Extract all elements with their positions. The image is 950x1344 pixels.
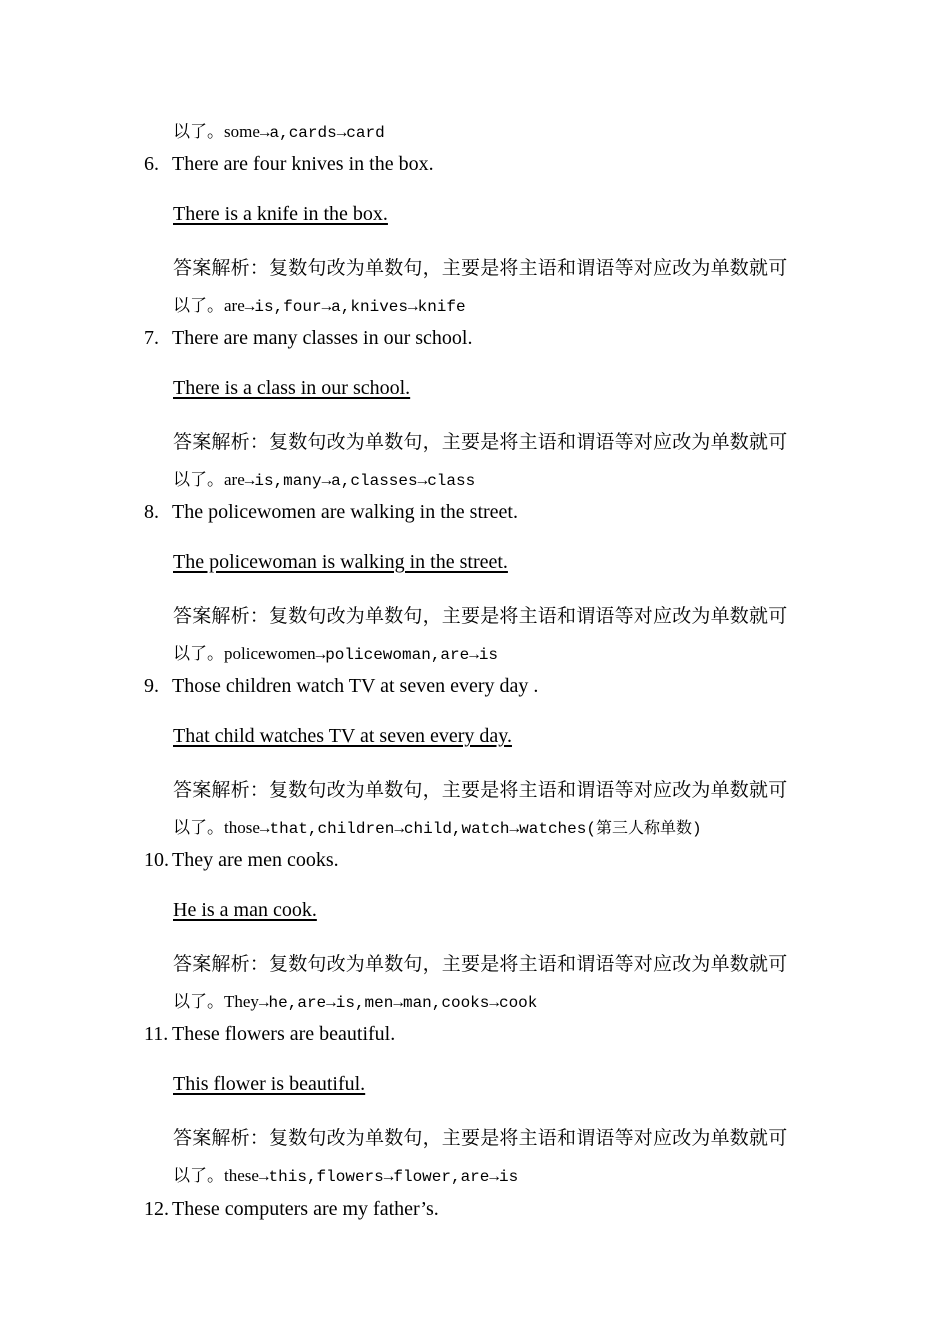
answer-10: He is a man cook. bbox=[173, 899, 317, 921]
explanation-11-line2: 以了。these→this,flowers→flower,are→is bbox=[173, 1166, 519, 1186]
explanation-6-line1: 答案解析：复数句改为单数句，主要是将主语和谓语等对应改为单数就可 bbox=[173, 257, 788, 279]
explanation-7-line1: 答案解析：复数句改为单数句，主要是将主语和谓语等对应改为单数就可 bbox=[173, 431, 788, 453]
explanation-9-line2: 以了。those→that,children→child,watch→watches(第三人称单数) bbox=[173, 818, 702, 838]
explanation-11-line1: 答案解析：复数句改为单数句，主要是将主语和谓语等对应改为单数就可 bbox=[173, 1127, 788, 1149]
answer-11: This flower is beautiful. bbox=[173, 1073, 366, 1095]
question-9: 9. Those children watch TV at seven every day . bbox=[144, 675, 539, 697]
answer-9: That child watches TV at seven every day. bbox=[173, 725, 512, 747]
explanation-10-line2: 以了。They→he,are→is,men→man,cooks→cook bbox=[173, 992, 538, 1012]
explanation-continuation: 以了。some→a,cards→card bbox=[173, 122, 385, 142]
question-6: 6. There are four knives in the box. bbox=[144, 153, 434, 175]
question-8: 8. The policewomen are walking in the street. bbox=[144, 501, 518, 523]
explanation-9-line1: 答案解析：复数句改为单数句，主要是将主语和谓语等对应改为单数就可 bbox=[173, 779, 788, 801]
explanation-10-line1: 答案解析：复数句改为单数句，主要是将主语和谓语等对应改为单数就可 bbox=[173, 953, 788, 975]
explanation-7-line2: 以了。are→is,many→a,classes→class bbox=[173, 470, 476, 490]
question-7: 7. There are many classes in our school. bbox=[144, 327, 473, 349]
answer-8: The policewoman is walking in the street. bbox=[173, 551, 508, 573]
question-11: 11. These flowers are beautiful. bbox=[144, 1023, 396, 1045]
explanation-8-line2: 以了。policewomen→policewoman,are→is bbox=[173, 644, 499, 664]
answer-6: There is a knife in the box. bbox=[173, 203, 388, 225]
explanation-8-line1: 答案解析：复数句改为单数句，主要是将主语和谓语等对应改为单数就可 bbox=[173, 605, 788, 627]
explanation-6-line2: 以了。are→is,four→a,knives→knife bbox=[173, 296, 466, 316]
answer-7: There is a class in our school. bbox=[173, 377, 411, 399]
question-10: 10. They are men cooks. bbox=[144, 849, 339, 871]
question-12: 12. These computers are my father’s. bbox=[144, 1198, 439, 1220]
